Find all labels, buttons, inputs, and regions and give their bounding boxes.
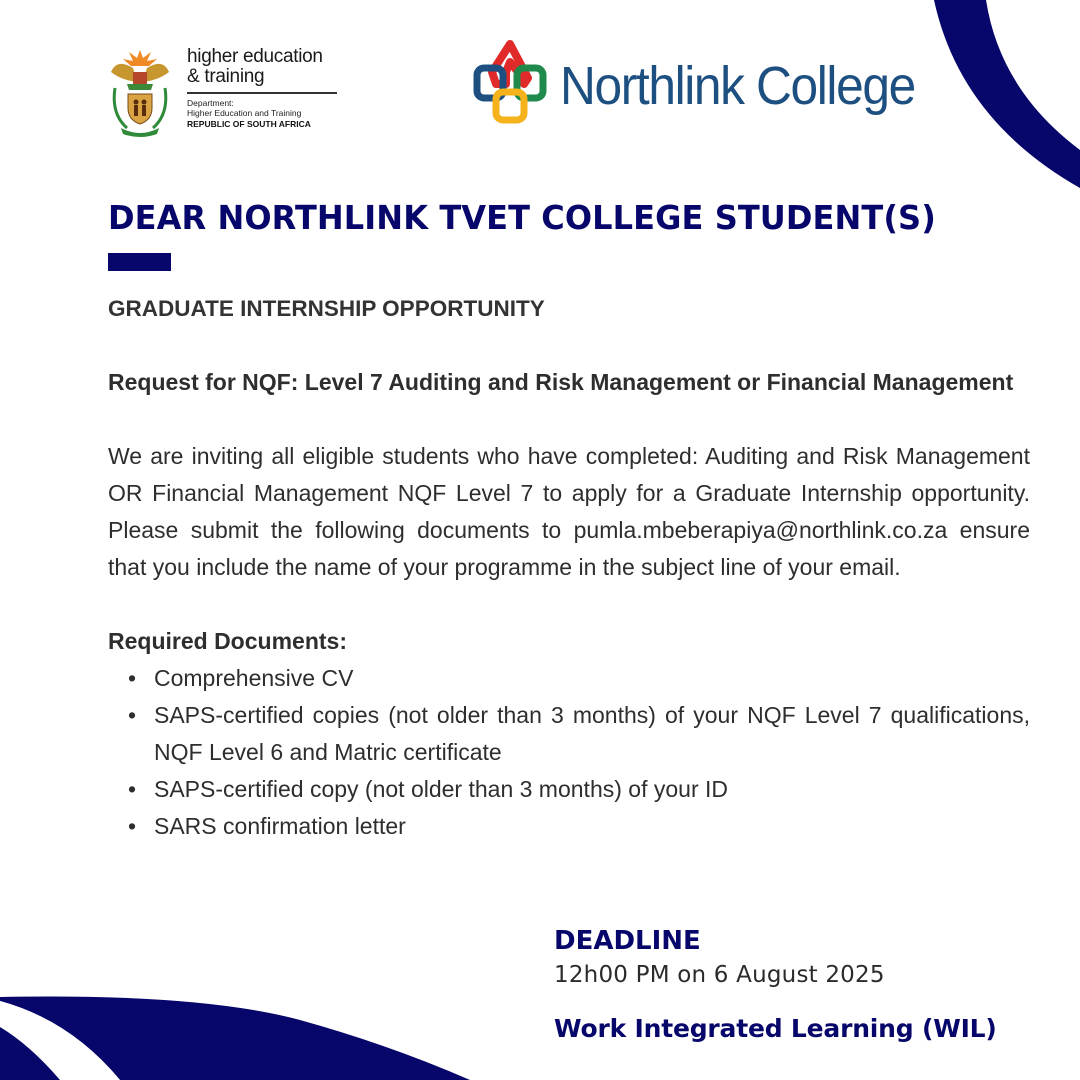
dhet-logo — [107, 44, 347, 138]
dhet-dept-name: Higher Education and Training — [187, 108, 302, 118]
bullet-icon: • — [128, 813, 137, 839]
dhet-line1: higher education — [187, 46, 323, 67]
bullet-icon: • — [128, 702, 137, 728]
deadline-label: DEADLINE — [554, 926, 701, 956]
document-label: SARS confirmation letter — [154, 813, 406, 839]
decorative-arc-top-right — [920, 0, 1080, 200]
list-item — [108, 771, 1030, 808]
required-documents-title: Required Documents: — [108, 628, 347, 654]
deadline-block — [554, 922, 1034, 1046]
decorative-swoosh-bottom-left — [0, 965, 470, 1080]
northlink-wordmark: Northlink College — [560, 56, 915, 116]
list-item — [108, 660, 1030, 697]
accent-bar — [108, 253, 171, 271]
page-title: DEAR NORTHLINK TVET COLLEGE STUDENT(S) — [108, 198, 936, 237]
document-label: Comprehensive CV — [154, 665, 354, 691]
list-item — [108, 808, 1030, 845]
interlinked-chain-icon — [472, 38, 548, 126]
bullet-icon: • — [128, 776, 137, 802]
northlink-logo — [472, 38, 922, 128]
document-label: SAPS-certified copy (not older than 3 months) of your ID — [154, 776, 728, 802]
deadline-value: 12h00 PM on 6 August 2025 — [554, 962, 885, 988]
coat-of-arms-icon — [107, 44, 173, 138]
dhet-line2: & training — [187, 66, 265, 87]
required-documents-list — [108, 660, 1030, 845]
department-label: Work Integrated Learning (WIL) — [554, 1014, 997, 1043]
bullet-icon: • — [128, 665, 137, 691]
sub-heading: GRADUATE INTERNSHIP OPPORTUNITY — [108, 296, 545, 321]
document-label: SAPS-certified copies (not older than 3 months) of your NQF Level 7 qualifications, NQF Level 6 and Matric certificate — [154, 702, 1030, 765]
announcement-body — [108, 290, 1030, 845]
list-item — [108, 697, 1030, 771]
request-title: Request for NQF: Level 7 Auditing and Risk Management or Financial Management — [108, 369, 1014, 395]
dhet-dept-label: Department: — [187, 97, 234, 108]
dhet-divider — [187, 92, 337, 94]
invitation-paragraph: We are inviting all eligible students who have completed: Auditing and Risk Management OR Financial Management NQF Level 7 to apply for a Graduate Internship opportunity. Please submit the following documents to pumla.mbeberapiya@northlink.co.za ensure that you include the name of your programme in the subject line of your email. — [108, 443, 1030, 580]
dhet-wordmark — [187, 47, 345, 129]
dhet-country: REPUBLIC OF SOUTH AFRICA — [187, 118, 311, 129]
